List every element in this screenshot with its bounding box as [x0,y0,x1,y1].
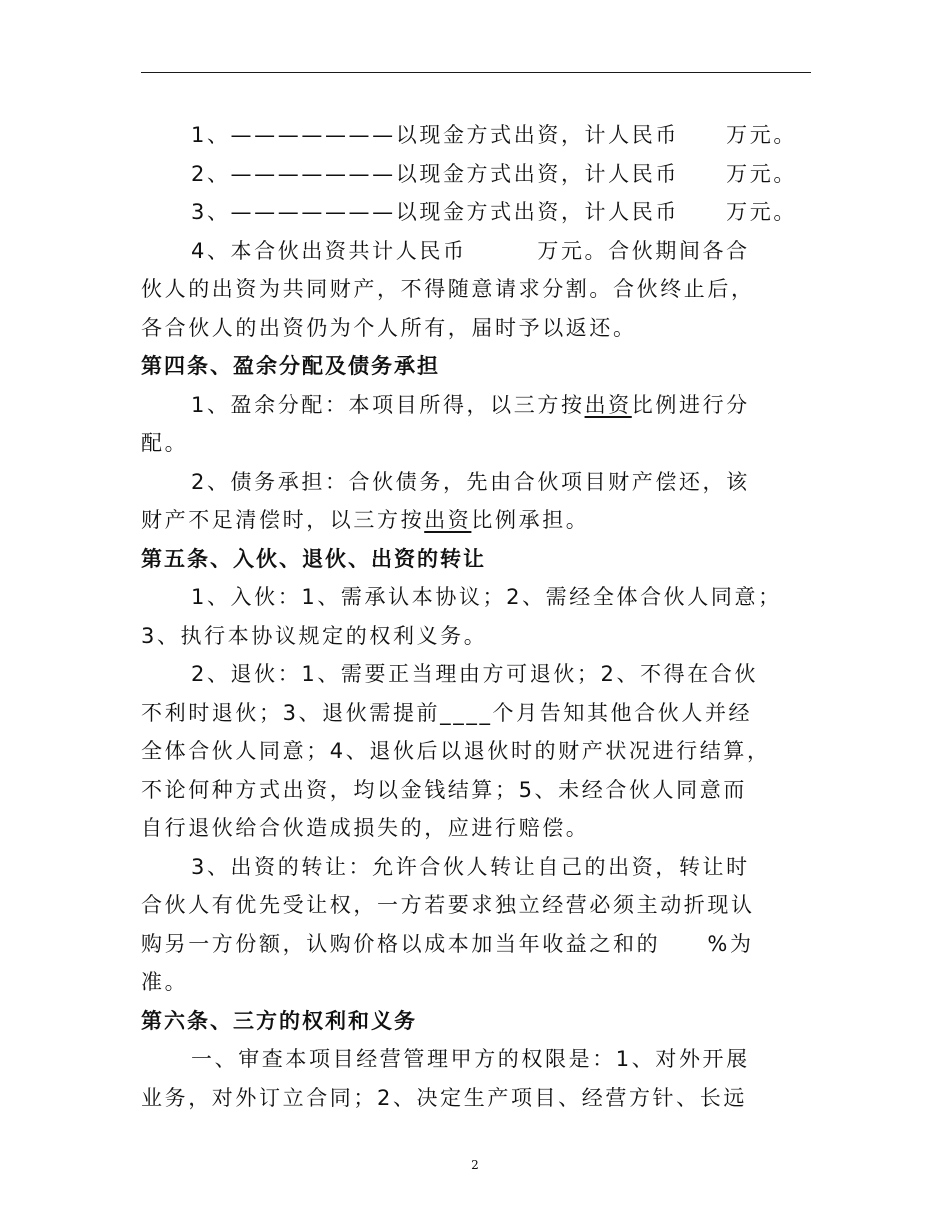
paragraph-line: 不论何种方式出资，均以金钱结算；5、未经合伙人同意而 [141,777,747,802]
paragraph-line: 合伙人有优先受让权，一方若要求独立经营必须主动折现认 [141,893,755,917]
header-rule [141,72,811,73]
underlined-term: 出资 [584,392,632,417]
clause-3-item-2: 2、———————以现金方式出资，计人民币 万元。 [191,161,797,186]
paragraph-line: 各合伙人的出资仍为个人所有，届时予以返还。 [141,315,637,340]
article-6-heading: 第六条、三方的权利和义务 [141,1008,417,1033]
clause-3-item-3: 3、———————以现金方式出资，计人民币 万元。 [191,200,797,224]
clause-3-item-4: 4、本合伙出资共计人民币 万元。合伙期间各合 [191,238,750,263]
article-6-item-1: 一、审查本项目经营管理甲方的权限是：1、对外开展 [191,1047,750,1071]
paragraph-line: 财产不足清偿时，以三方按出资比例承担。 [141,508,590,532]
paragraph-line: 全体合伙人同意；4、退伙后以退伙时的财产状况进行结算， [141,739,771,763]
paragraph-line: 业务，对外订立合同；2、决定生产项目、经营方针、长远 [141,1085,747,1110]
article-4-item-2: 2、债务承担：合伙债务，先由合伙项目财产偿还，该 [191,469,750,494]
article-4-heading: 第四条、盈余分配及债务承担 [141,354,440,378]
article-5-item-2: 2、退伙：1、需要正当理由方可退伙；2、不得在合伙 [191,662,759,686]
paragraph-line: 准。 [141,970,189,994]
article-5-item-3: 3、出资的转让：允许合伙人转让自己的出资，转让时 [191,854,750,879]
clause-3-item-1: 1、———————以现金方式出资，计人民币 万元。 [191,123,797,147]
article-4-item-1: 1、盈余分配：本项目所得，以三方按出资比例进行分 [191,392,750,417]
paragraph-line: 配。 [141,431,189,455]
paragraph-line: 不利时退伙；3、退伙需提前____个月告知其他合伙人并经 [141,700,753,725]
underlined-term: 出资 [424,508,472,532]
document-body [141,116,811,1117]
paragraph-line: 3、执行本协议规定的权利义务。 [141,623,488,648]
page-number: 2 [471,1158,479,1172]
paragraph-line: 伙人的出资为共同财产，不得随意请求分割。合伙终止后， [141,277,755,301]
article-5-heading: 第五条、入伙、退伙、出资的转让 [141,546,486,571]
paragraph-line: 自行退伙给合伙造成损失的，应进行赔偿。 [141,816,590,840]
paragraph-line: 购另一方份额，认购价格以成本加当年收益之和的 %为 [141,931,754,956]
article-5-item-1: 1、入伙：1、需承认本协议；2、需经全体合伙人同意； [191,585,782,609]
